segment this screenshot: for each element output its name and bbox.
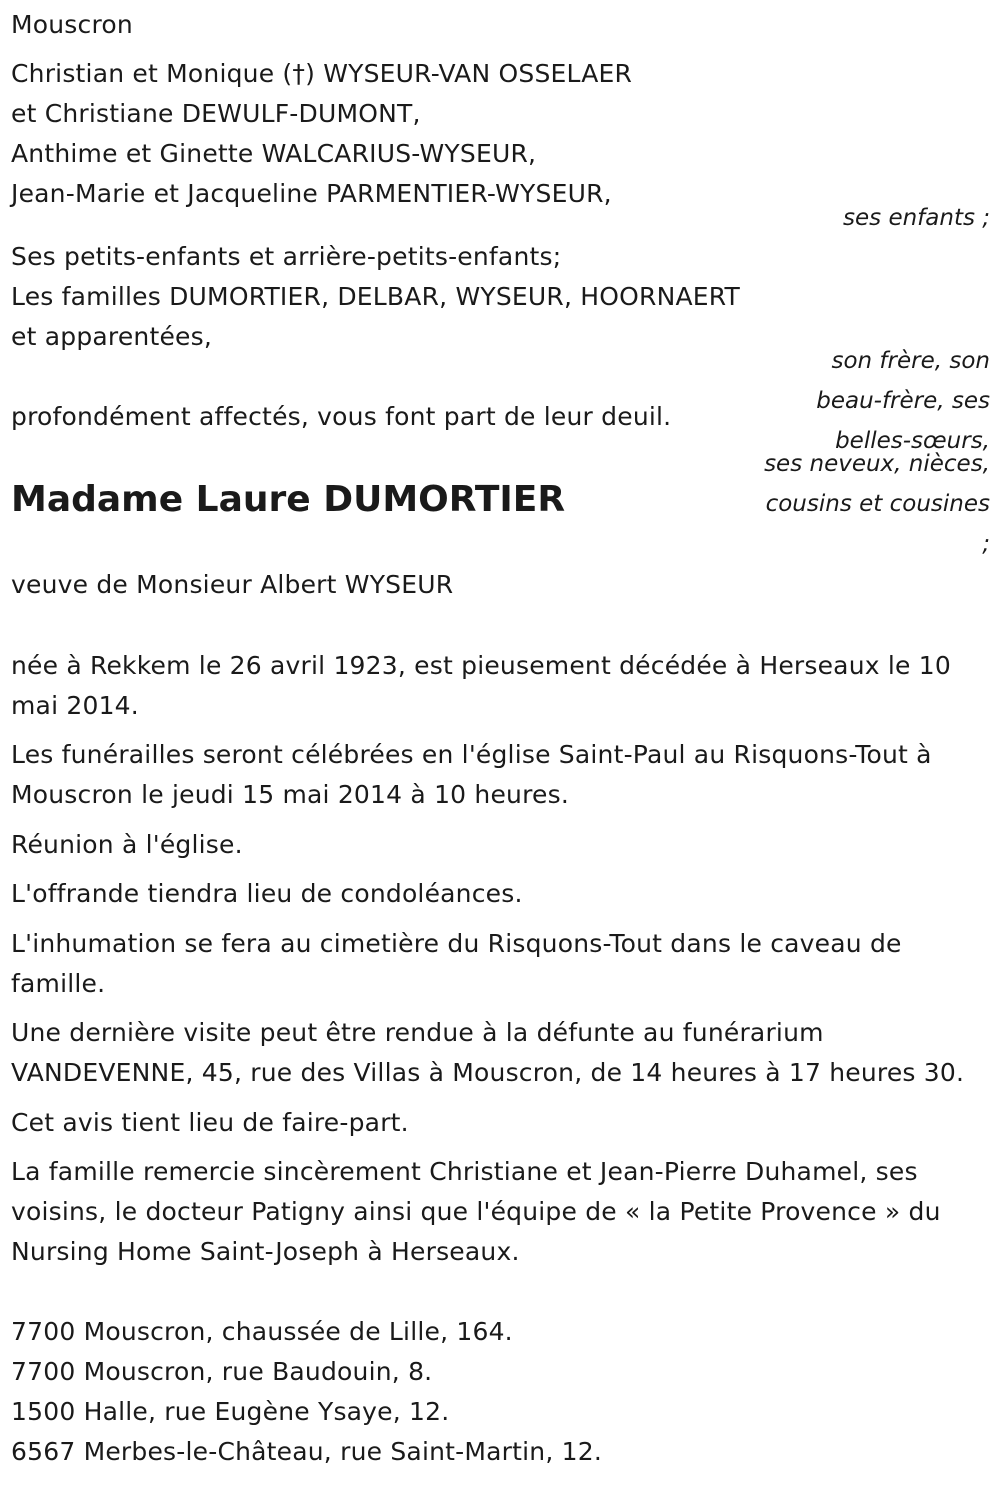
family-role-line: ses neveux, nièces,	[764, 451, 990, 477]
children-line: Christian et Monique (†) WYSEUR-VAN OSSELAER	[11, 59, 633, 88]
body-line: L'offrande tiendra lieu de condoléances.	[11, 879, 523, 908]
body-line: Les funérailles seront célébrées en l'église Saint-Paul au Risquons-Tout à	[11, 740, 932, 769]
body-line: L'inhumation se fera au cimetière du Risquons-Tout dans le caveau de	[11, 929, 902, 958]
address-line: 6567 Merbes-le-Château, rue Saint-Martin, 12.	[11, 1437, 602, 1466]
deceased-name: Madame Laure DUMORTIER	[11, 479, 566, 520]
children-line: et Christiane DEWULF-DUMONT,	[11, 99, 421, 128]
body-line: famille.	[11, 969, 106, 998]
body-line: La famille remercie sincèrement Christiane et Jean-Pierre Duhamel, ses	[11, 1157, 918, 1186]
announcement-line: profondément affectés, vous font part de leur deuil.	[11, 402, 672, 431]
children-role: ses enfants ;	[843, 205, 990, 231]
city-heading: Mouscron	[11, 10, 133, 39]
body-line: Nursing Home Saint-Joseph à Herseaux.	[11, 1237, 520, 1266]
family-role-line: cousins et cousines	[765, 491, 990, 517]
family-role-line: son frère, son	[831, 348, 990, 374]
address-line: 7700 Mouscron, rue Baudouin, 8.	[11, 1357, 433, 1386]
family-line: Ses petits-enfants et arrière-petits-enfants;	[11, 242, 562, 271]
family-role-line: beau-frère, ses	[816, 388, 990, 414]
body-line: VANDEVENNE, 45, rue des Villas à Mouscron, de 14 heures à 17 heures 30.	[11, 1058, 965, 1087]
address-line: 1500 Halle, rue Eugène Ysaye, 12.	[11, 1397, 450, 1426]
body-line: née à Rekkem le 26 avril 1923, est pieusement décédée à Herseaux le 10	[11, 651, 951, 680]
body-line: voisins, le docteur Patigny ainsi que l'équipe de « la Petite Provence » du	[11, 1197, 941, 1226]
body-line: Cet avis tient lieu de faire-part.	[11, 1108, 409, 1137]
family-role-line: belles-sœurs,	[835, 428, 990, 454]
body-line: Une dernière visite peut être rendue à la défunte au funérarium	[11, 1018, 824, 1047]
address-line: 7700 Mouscron, chaussée de Lille, 164.	[11, 1317, 513, 1346]
body-line: Réunion à l'église.	[11, 830, 243, 859]
family-line: et apparentées,	[11, 322, 212, 351]
body-line: Mouscron le jeudi 15 mai 2014 à 10 heures.	[11, 780, 569, 809]
family-role-line: ;	[982, 531, 990, 557]
family-line: Les familles DUMORTIER, DELBAR, WYSEUR, HOORNAERT	[11, 282, 741, 311]
children-line: Jean-Marie et Jacqueline PARMENTIER-WYSEUR,	[11, 179, 612, 208]
children-line: Anthime et Ginette WALCARIUS-WYSEUR,	[11, 139, 537, 168]
body-line: mai 2014.	[11, 691, 139, 720]
spouse-line: veuve de Monsieur Albert WYSEUR	[11, 570, 454, 599]
